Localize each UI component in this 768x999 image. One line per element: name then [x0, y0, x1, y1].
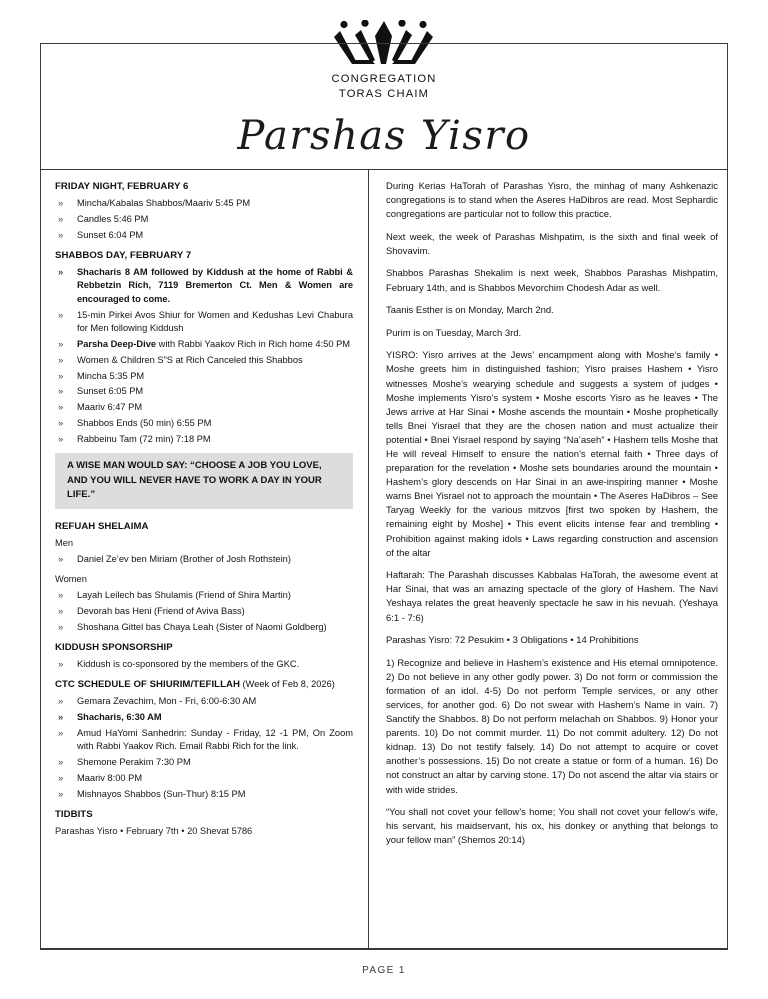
- paragraph: During Kerias HaTorah of Parashas Yisro, the minhag of many Ashkenazic congregations is to stand when the Aseres HaDibros are read. Most Sephardic congregations are particular not to follow this practice.: [386, 181, 718, 221]
- section-heading-ctc: [55, 678, 353, 691]
- list-item: [55, 417, 353, 430]
- section-heading-tidbits: TIDBITS: [55, 809, 93, 821]
- bullet-icon: »: [58, 309, 64, 321]
- bullet-icon: »: [58, 658, 64, 670]
- bullet-icon: »: [58, 213, 64, 225]
- section-heading-refuah: REFUAH SHELAIMA: [55, 521, 149, 532]
- bullet-icon: »: [58, 418, 64, 430]
- list-item-label: Shacharis 8 AM followed by Kiddush at the home of Rabbi & Rebbetzin Rich, 7119 Bremerton Ct. Men & Women are encouraged to come.: [77, 267, 353, 304]
- list-item: [55, 553, 353, 566]
- section-friday-night: [55, 180, 353, 242]
- bullet-icon: »: [58, 386, 64, 398]
- list-item-label: Layah Leilech bas Shulamis (Friend of Shira Martin): [77, 589, 291, 600]
- list-item-label: Shabbos Ends (50 min) 6:55 PM: [77, 418, 212, 429]
- bullet-icon: »: [58, 789, 64, 801]
- list-item-label: Maariv 8:00 PM: [77, 773, 143, 784]
- list-item: [55, 589, 353, 602]
- list-item-label: Mishnayos Shabbos (Sun-Thur) 8:15 PM: [77, 789, 246, 800]
- list-item: [55, 266, 353, 306]
- list-item: [55, 788, 353, 801]
- bullet-icon: »: [58, 267, 64, 279]
- list-item-label: Kiddush is co-sponsored by the members of the GKC.: [77, 658, 300, 669]
- section-heading-kiddush: KIDDUSH SPONSORSHIP: [55, 641, 173, 653]
- list-item-label: Sunset 6:04 PM: [77, 229, 144, 240]
- list-item: [55, 309, 353, 336]
- ctc-heading-week: (Week of Feb 8, 2026): [239, 679, 335, 690]
- list-item: [55, 658, 353, 671]
- section-heading-friday: FRIDAY NIGHT, FEBRUARY 6: [55, 181, 189, 192]
- bullet-icon: »: [58, 621, 64, 633]
- section-heading-shabbos: SHABBOS DAY, FEBRUARY 7: [55, 250, 192, 262]
- bullet-icon: »: [58, 696, 64, 708]
- section-kiddush-sponsorship: [55, 641, 353, 671]
- refuah-men-list: [55, 553, 353, 566]
- refuah-women-list: [55, 589, 353, 634]
- list-item: [55, 727, 353, 754]
- list-item-label: Devorah bas Heni (Friend of Aviva Bass): [77, 605, 245, 616]
- bullet-icon: »: [58, 434, 64, 446]
- list-item-label: Maariv 6:47 PM: [77, 402, 143, 413]
- refuah-men-label: Men: [55, 538, 74, 548]
- list-item: [55, 370, 353, 383]
- list-item: [55, 433, 353, 446]
- list-item-label: 15-min Pirkei Avos Shiur for Women and Kedushas Levi Chabura for Men following Kiddush: [77, 309, 353, 333]
- section-shabbos-day: [55, 249, 353, 446]
- shabbos-schedule-list: [55, 266, 353, 446]
- right-column: [386, 180, 718, 848]
- list-item: [55, 401, 353, 414]
- page-number: PAGE 1: [362, 965, 406, 976]
- list-item: [55, 213, 353, 226]
- list-item-label: Women & Children S”S at Rich Canceled this Shabbos: [77, 354, 303, 365]
- list-item: [55, 772, 353, 785]
- tidbits-line: Parashas Yisro • February 7th • 20 Shevat 5786: [55, 826, 253, 837]
- bullet-icon: »: [58, 370, 64, 382]
- paragraph-parsha-summary: YISRO: Yisro arrives at the Jews’ encampment along with Moshe’s family • Moshe greets him in distinguished fashion; Yisro praises Hashem • Yisro witnesses Moshe’s wearying schedule and suggests a system of judges • Moshe implements Yisro’s system • Moshe escorts Yisro as he leaves • The Jews arrive at Har Sinai • Moshe ascends the mountain • Moshe prophetically tells Bnei Yisrael that they are the chosen nation and must actualize their potential • Bnei Yisrael respond by saying “Na’aseh” • Hashem tells Moshe that He will reveal Himself to ensure the nation’s eternal faith • Three days of preparation for the revelation • Moshe sets boundaries around the mountain • Hashem’s glory descends on Har Sinai in an awe-inspiring manner • Moshe warns Bnei Yisrael not to approach the mountain • The Aseres HaDibros – See Taryag Weekly for the various mitzvos [first two spoken by Hashem, the remaining eight by Moshe] • This event elicits intense fear and trembling • Prohibition against making idols • Laws regarding construction and ascension of the altar: [386, 350, 718, 559]
- bullet-icon: »: [58, 402, 64, 414]
- ctc-schedule-list: [55, 695, 353, 801]
- bullet-icon: »: [58, 773, 64, 785]
- paragraph-mitzvah-count: Parashas Yisro: 72 Pesukim • 3 Obligations • 14 Prohibitions: [386, 635, 639, 647]
- bullet-icon: »: [58, 757, 64, 769]
- bullet-icon: »: [58, 728, 64, 740]
- bullet-icon: »: [58, 712, 64, 724]
- section-ctc-schedule: [55, 678, 353, 801]
- paragraph-pasuk-quote: “You shall not covet your fellow’s home; You shall not covet your fellow’s wife, his servant, his maidservant, his ox, his donkey or anything that belongs to your fellow man” (Shemos 20:14): [386, 807, 718, 847]
- list-item: [55, 354, 353, 367]
- list-item-label: Shoshana Gittel bas Chaya Leah (Sister of Naomi Goldberg): [77, 621, 327, 632]
- paragraph: Next week, the week of Parashas Mishpatim, is the sixth and final week of Shovavim.: [386, 231, 718, 257]
- list-item-label: Candles 5:46 PM: [77, 213, 149, 224]
- list-item-label: Rabbeinu Tam (72 min) 7:18 PM: [77, 434, 211, 445]
- list-item-label: Mincha/Kabalas Shabbos/Maariv 5:45 PM: [77, 198, 251, 208]
- list-item: [55, 695, 353, 708]
- paragraph: Taanis Esther is on Monday, March 2nd.: [386, 305, 554, 317]
- friday-schedule-list: [55, 197, 353, 242]
- paragraph: Shabbos Parashas Shekalim is next week, Shabbos Parashas Mishpatim, February 14th, and is Shabbos Mevorchim Chodesh Adar as well.: [386, 268, 718, 294]
- paragraph-mitzvah-list: 1) Recognize and believe in Hashem’s existence and His eternal omnipotence. 2) Do not believe in any other godly power. 3) Do not form or commission the formation of an idol. 4-5) Do not perform Temple services, or any other services, for another god. 6) Do not swear with Hashem’s Name in vain. 7) Sanctify the Shabbos. 8) Do not perform melachah on Shabbos. 9) Honor your parents. 10) Do not commit murder. 11) Do not commit adultery. 12) Do not kidnap. 13) Do not testify falsely. 14) Do not attempt to acquire or covet another’s possessions. 15) Do not create a statue or form of a human. 16) Do not construct an altar by carving stone. 17) Do not ascend the altar via stairs or with wide strides.: [386, 657, 718, 796]
- list-item: [55, 605, 353, 618]
- org-line-1: CONGREGATION: [331, 73, 437, 85]
- list-item-label: Gemara Zevachim, Mon - Fri, 6:00-6:30 AM: [77, 696, 257, 707]
- refuah-women-label: Women: [55, 573, 87, 584]
- bullet-icon: »: [58, 354, 64, 366]
- list-item: [55, 621, 353, 634]
- paragraph-haftarah: Haftarah: The Parashah discusses Kabbalas HaTorah, the awesome event at Har Sinai, that was an amazing spectacle of the glory of Hashem. The Navi Yeshaya relates the great heavenly spectacle he saw in his nevuah. (Yeshaya 6:1 - 7:6): [386, 570, 718, 624]
- list-item: [55, 756, 353, 769]
- footer-divider: [40, 949, 728, 950]
- kiddush-list: [55, 658, 353, 671]
- bullet-icon: »: [58, 338, 64, 350]
- list-item-label: Mincha 5:35 PM: [77, 370, 145, 381]
- paragraph: Purim is on Tuesday, March 3rd.: [386, 327, 522, 339]
- page-title: Parshas Yisro: [237, 113, 531, 159]
- list-item-label: Daniel Ze’ev ben Miriam (Brother of Josh Rothstein): [77, 554, 291, 565]
- ctc-heading-main: CTC SCHEDULE OF SHIURIM/TEFILLAH: [55, 679, 240, 691]
- list-item: [55, 338, 353, 351]
- masthead-divider: [41, 169, 727, 170]
- bullet-icon: »: [58, 554, 64, 566]
- bullet-icon: »: [58, 229, 64, 241]
- list-item-label: Shacharis, 6:30 AM: [77, 712, 162, 723]
- wise-man-quote: A WISE MAN WOULD SAY: “CHOOSE A JOB YOU LOVE, AND YOU WILL NEVER HAVE TO WORK A DAY IN YOUR LIFE.”: [55, 453, 353, 509]
- left-column: [55, 180, 353, 849]
- list-item-label: Shemone Perakim 7:30 PM: [77, 757, 191, 768]
- list-item-label: Sunset 6:05 PM: [77, 386, 144, 397]
- column-divider: [368, 170, 369, 949]
- list-item: [55, 711, 353, 724]
- section-refuah-shelaima: [55, 520, 353, 634]
- bullet-icon: »: [58, 605, 64, 617]
- list-item-label: Parsha Deep-Dive with Rabbi Yaakov Rich in Rich home 4:50 PM: [77, 338, 351, 349]
- list-item: [55, 385, 353, 398]
- list-item: [55, 229, 353, 242]
- bullet-icon: »: [58, 198, 64, 209]
- org-line-2: TORAS CHAIM: [338, 88, 430, 100]
- bullet-icon: »: [58, 589, 64, 601]
- list-item-label: Amud HaYomi Sanhedrin: Sunday - Friday, 12 -1 PM, On Zoom with Rabbi Yaakov Rich. Email Rabbi Rich for the link.: [77, 728, 353, 752]
- list-item: [55, 197, 353, 210]
- section-tidbits: [55, 808, 353, 838]
